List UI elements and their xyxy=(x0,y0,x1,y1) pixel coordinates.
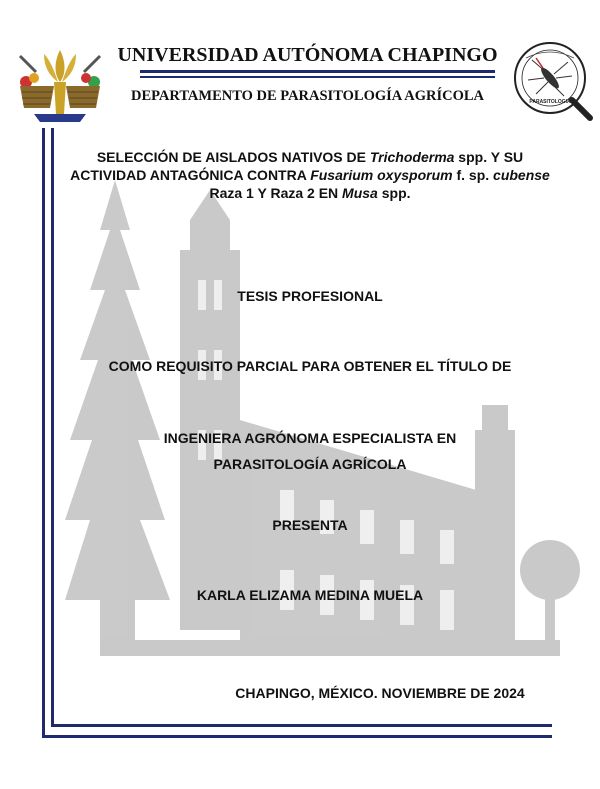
header-rule-thick xyxy=(140,70,495,73)
left-border-inner xyxy=(51,128,54,726)
left-border-outer xyxy=(42,128,45,738)
thesis-title: SELECCIÓN DE AISLADOS NATIVOS DE Trichoderma spp. Y SU ACTIVIDAD ANTAGÓNICA CONTRA Fusarium oxysporum f. sp. cubense Raza 1 Y Raza 2 EN Musa spp. xyxy=(70,149,550,201)
degree-line-2: PARASITOLOGÍA AGRÍCOLA xyxy=(213,456,407,472)
thesis-type: TESIS PROFESIONAL xyxy=(237,288,383,304)
author-name: KARLA ELIZAMA MEDINA MUELA xyxy=(196,587,424,603)
parasitology-logo xyxy=(510,38,596,124)
place-date: CHAPINGO, MÉXICO. NOVIEMBRE DE 2024 xyxy=(235,685,525,701)
presents-label: PRESENTA xyxy=(272,517,348,533)
degree-line-1: INGENIERA AGRÓNOMA ESPECIALISTA EN xyxy=(163,430,457,446)
bottom-border-inner xyxy=(51,724,552,727)
logo-caption: PARASITOLOGIA xyxy=(529,99,571,105)
header-rule-thin xyxy=(140,76,495,78)
department-name: DEPARTAMENTO DE PARASITOLOGÍA AGRÍCOLA xyxy=(130,88,485,104)
bottom-border-outer xyxy=(42,735,552,738)
university-logo xyxy=(14,42,106,126)
university-name: UNIVERSIDAD AUTÓNOMA CHAPINGO xyxy=(117,44,498,66)
requirement-text: COMO REQUISITO PARCIAL PARA OBTENER EL TÍTULO DE xyxy=(108,358,512,374)
